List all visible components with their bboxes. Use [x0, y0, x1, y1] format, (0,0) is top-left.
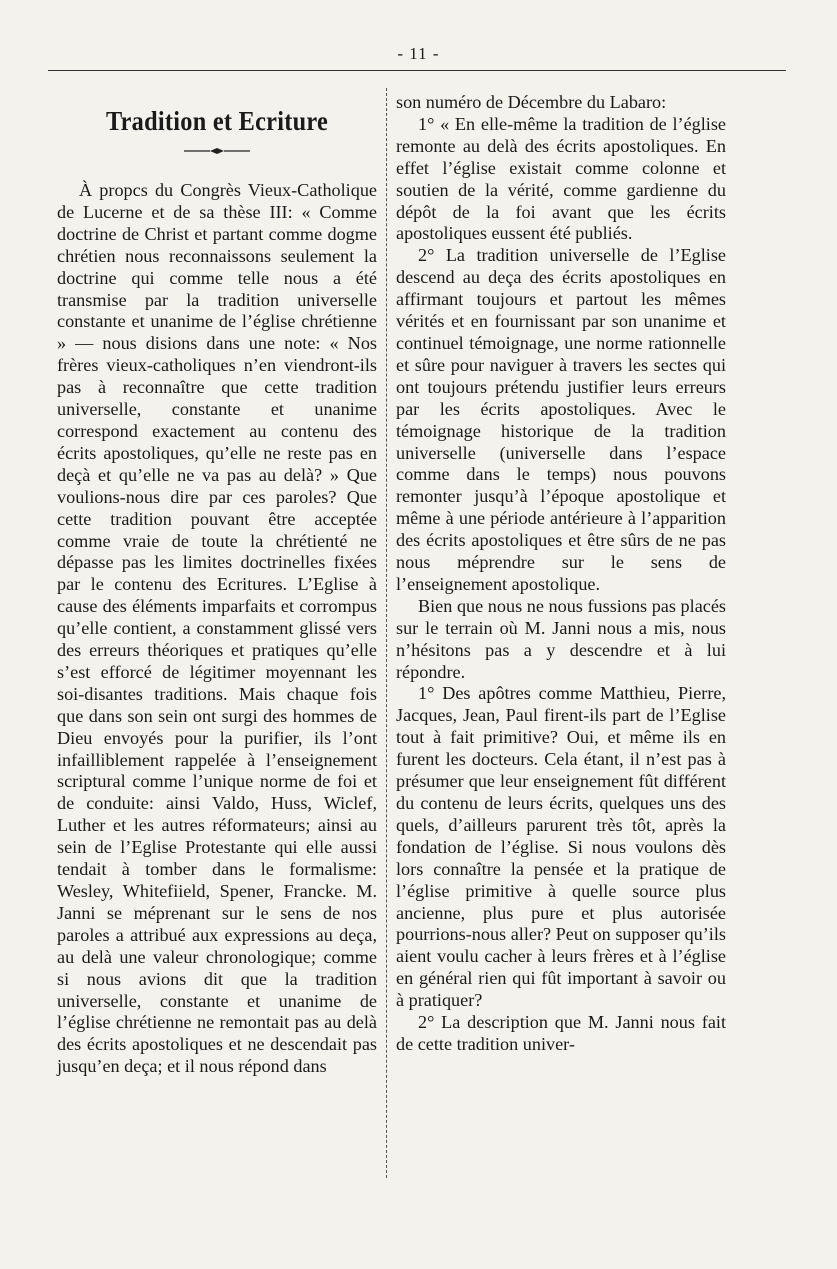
paragraph: 1° « En elle-même la tradition de l’église remonte au delà des écrits apostoliques. En effet l’église existait comme colonne et soutien de la vérité, comme gardienne du dépôt de la foi avant que les écrits apostoliques eussent été publiés.	[396, 113, 726, 244]
left-column	[57, 92, 377, 1078]
paragraph: son numéro de Décembre du Labaro:	[396, 92, 667, 112]
paragraph: À propcs du Congrès Vieux-Catholique de Lucerne et de sa thèse III: « Comme doctrine de Christ et partant comme dogme chrétien nous reconnaissons seulement la doctrine qui comme telle nous a été transmise par la tradition universelle constante et unanime de l’église chrétienne » — nous disions dans une note: « Nos frères vieux-catholiques n’en viendront-ils pas à reconnaître que cette tradition universelle, constante et unanime correspond exactement au contenu des écrits apostoliques, qu’elle ne reste pas en deçà et qu’elle ne va pas au delà? » Que voulions-nous dire par ces paroles? Que cette tradition pouvant être acceptée comme vraie de toute la chrétienté ne dépasse pas les limites doctrinelles fixées par le contenu des Ecritures. L’Eglise à cause des éléments imparfaits et corrompus qu’elle contient, a constamment glissé vers des erreurs théoriques et pratiques qu’elle s’est efforcé de légitimer moyennant les soi-disantes traditions. Mais chaque fois que dans son sein ont surgi des hommes de Dieu envoyés pour la purifier, ils l’ont infailliblement rappelée à l’enseignement scriptural comme l’unique norme de foi et de conduite: ainsi Valdo, Huss, Wiclef, Luther et les autres réformateurs; ainsi au sein de l’Eglise Protestante qui elle aussi tendait à tomber dans le formalisme: Wesley, Whitefiield, Spener, Francke. M. Janni se méprenant sur le sens de nos paroles a attribué aux expressions au deça, au delà une valeur chronologique; comme si nous avions dit que la tradition universelle, constante et unanime de l’église chrétienne ne remontait pas au delà des écrits apostoliques et ne descendait pas jusqu’en deça; et il nous répond dans	[57, 180, 377, 1077]
column-divider	[386, 88, 387, 1178]
paragraph: 1° Des apôtres comme Matthieu, Pierre, Jacques, Jean, Paul firent-ils part de l’Eglise tout à fait primitive? Oui, et même ils en furent les docteurs. Cela étant, il n’est pas à présumer que leur enseignement fût différent du contenu de leurs écrits, quelques uns des quels, d’ailleurs parurent très tôt, après la fondation de l’église. Si nous voulons dès lors connaître la pensée et la pratique de l’église primitive à quelle source plus ancienne, plus pure et plus autorisée pourrions-nous aller? Peut on supposer qu’ils aient voulu cacher à leurs frères et à l’église en général rien qui fût important à savoir ou à pratiquer?	[396, 683, 726, 1011]
paragraph: Bien que nous ne nous fussions pas placés sur le terrain où M. Janni nous a mis, nous n’hésitons pas a y descendre et à lui répondre.	[396, 595, 726, 682]
paragraph: 2° La description que M. Janni nous fait de cette tradition univer-	[396, 1012, 726, 1054]
top-rule	[48, 70, 786, 71]
ornament-divider	[182, 146, 252, 156]
article-title: Tradition et Ecriture	[105, 106, 329, 136]
right-column	[396, 92, 726, 1056]
page-number: - 11 -	[397, 44, 440, 63]
paragraph: 2° La tradition universelle de l’Eglise descend au deça des écrits apostoliques en affirmant toujours et partout les mêmes vérités et en fournissant par son unanime et continuel témoignage, une norme rationnelle et sûre pour naviguer à travers les sectes qui ont toujours prétendu justifier leurs erreurs par les écrits apostoliques. Avec le témoignage historique de la tradition universelle (universelle dans l’espace comme dans le temps) nous pouvons remonter jusqu’à l’époque apostolique et même à une période antérieure à l’apparition des écrits apostoliques et être sûrs de ne pas nous méprendre sur le sens de l’enseignement apostolique.	[396, 245, 726, 594]
